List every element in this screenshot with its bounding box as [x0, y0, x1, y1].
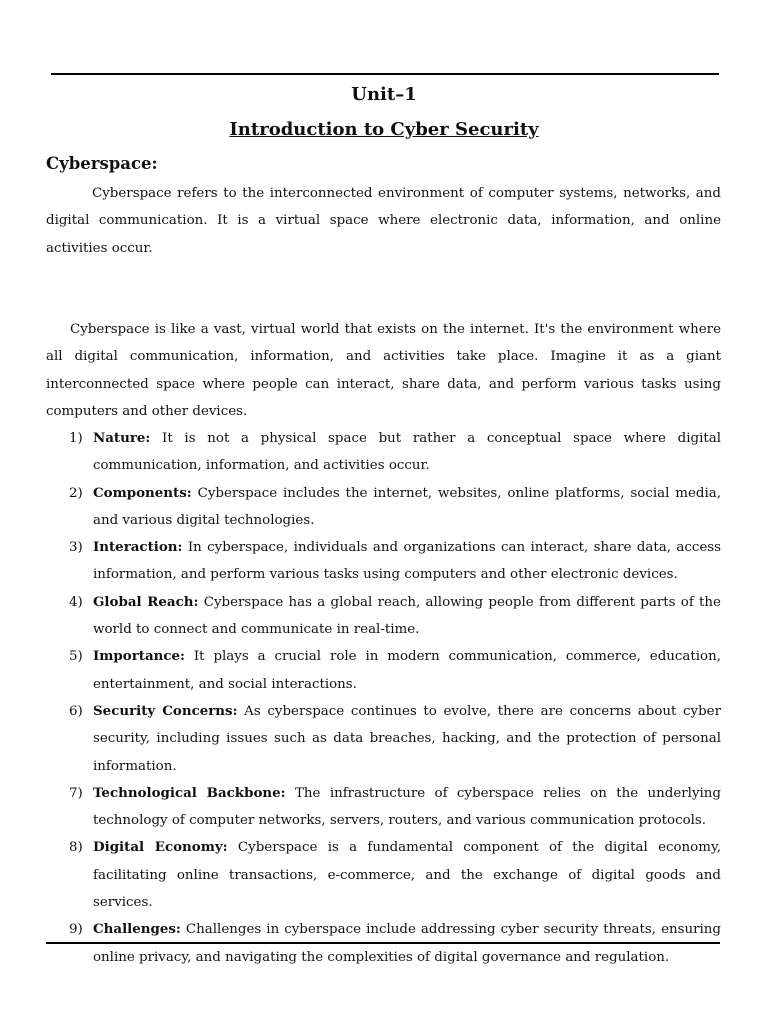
list-number: 5)	[69, 649, 83, 665]
list-number: 3)	[69, 540, 83, 556]
list-item	[46, 643, 721, 698]
list-item	[46, 698, 721, 780]
list-number: 7)	[69, 785, 83, 801]
list-term: Challenges:	[93, 921, 181, 938]
list-term: Technological Backbone:	[93, 784, 286, 801]
list-term: Security Concerns:	[93, 702, 238, 719]
list-item	[46, 425, 721, 480]
list-term: Nature:	[93, 430, 151, 446]
list-term: Global Reach:	[93, 593, 199, 610]
list-number: 6)	[69, 703, 83, 719]
list-item	[46, 589, 721, 644]
list-term: Components:	[93, 484, 192, 501]
list-text: Cyberspace has a global reach, allowing people from different parts of the world to connect and communicate in real-time.	[93, 594, 721, 638]
bottom-rule	[46, 942, 720, 944]
list-text: Cyberspace is a fundamental component of the digital economy, facilitating online transactions, e-commerce, and the exchange of digital goods and services.	[93, 840, 721, 911]
page-title: Introduction to Cyber Security	[229, 119, 539, 140]
definition-paragraph: Cyberspace refers to the interconnected environment of computer systems, networks, and digital communication. It is a virtual space where electronic data, information, and online activities occur.	[46, 186, 721, 256]
list-text: It plays a crucial role in modern communication, commerce, education, entertainment, and social interactions.	[93, 649, 721, 692]
list-item	[46, 834, 721, 916]
section-heading: Cyberspace:	[46, 154, 158, 173]
description-paragraph: Cyberspace is like a vast, virtual world that exists on the internet. It's the environment where all digital communication, information, and activities take place. Imagine it as a giant interconnected space where people can interact, share data, and perform various tasks using computers and other devices.	[46, 322, 721, 419]
list-number: 4)	[69, 594, 83, 610]
list-term: Interaction:	[93, 539, 183, 556]
list-text: The infrastructure of cyberspace relies on the underlying technology of computer networks, servers, routers, and various communication protocols.	[93, 785, 722, 829]
list-number: 1)	[69, 431, 83, 446]
list-text: In cyberspace, individuals and organizations can interact, share data, access information, and perform various tasks using computers and other electronic devices.	[93, 540, 721, 583]
list-text: Cyberspace includes the internet, websites, online platforms, social media, and various digital technologies.	[93, 485, 721, 528]
list-number: 9)	[69, 922, 83, 938]
list-item	[46, 780, 721, 835]
list-number: 2)	[69, 485, 83, 501]
list-text: Challenges in cyberspace include addressing cyber security threats, ensuring online privacy, and navigating the complexities of digital governance and regulation.	[93, 922, 721, 965]
list-text: As cyberspace continues to evolve, there are concerns about cyber security, including issues such as data breaches, hacking, and the protection of personal information.	[93, 703, 722, 774]
list-item	[46, 480, 721, 535]
list-term: Digital Economy:	[93, 839, 228, 856]
features-list	[46, 425, 721, 971]
unit-label: Unit–1	[351, 84, 417, 105]
list-term: Importance:	[93, 648, 185, 665]
list-text: It is not a physical space but rather a conceptual space where digital communication, information, and activities occur.	[93, 431, 721, 474]
list-number: 8)	[69, 840, 83, 856]
top-rule	[51, 73, 719, 75]
list-item	[46, 534, 721, 589]
